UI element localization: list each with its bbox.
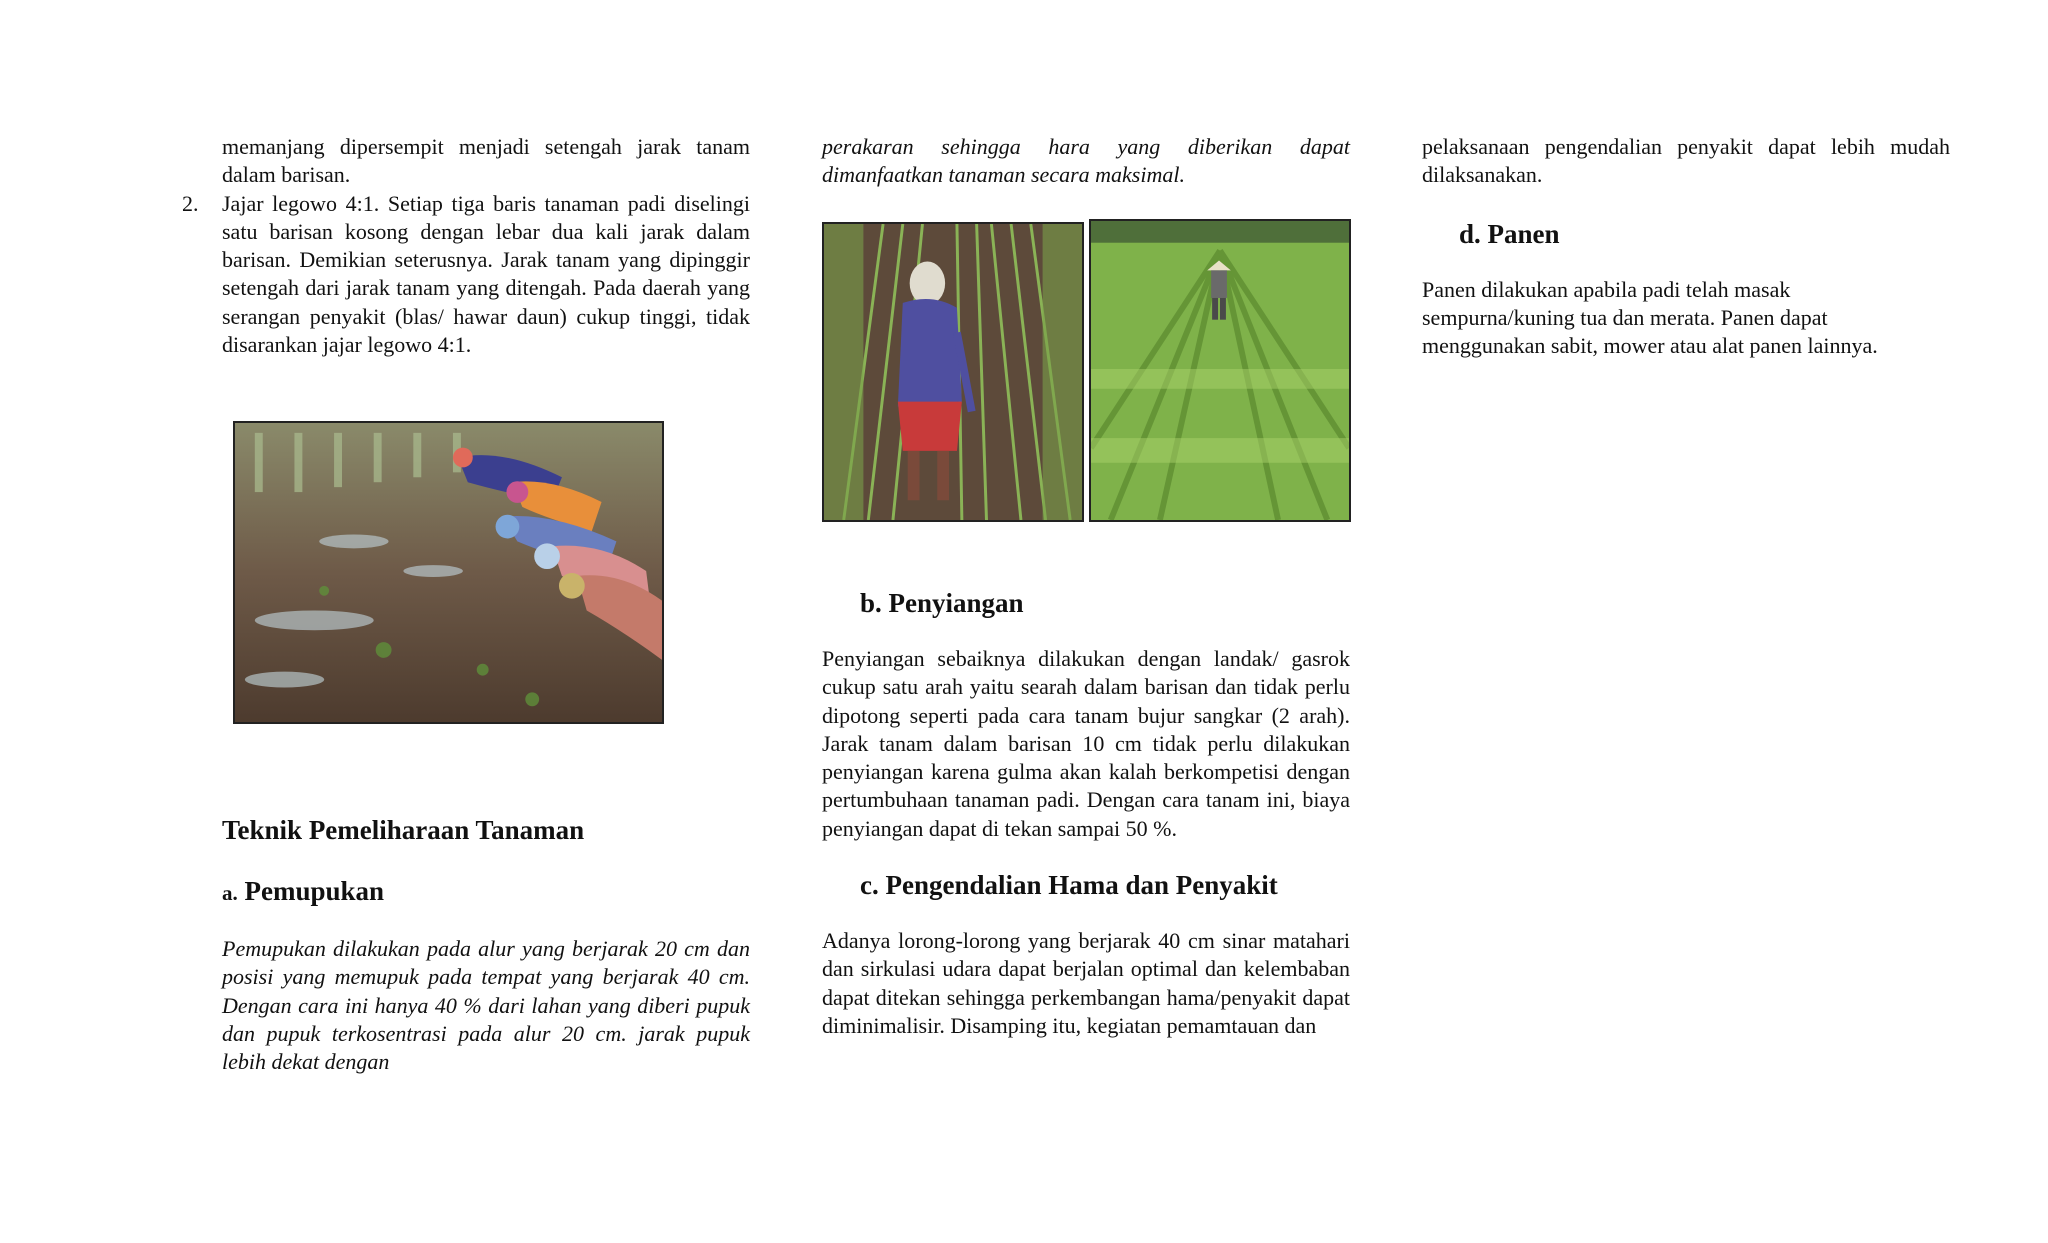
photo-transplanting-image — [235, 423, 662, 722]
subsection-c-title: c. Pengendalian Hama dan Penyakit — [860, 870, 1278, 901]
photo-weeding-woman-image — [824, 224, 1082, 520]
list-number: 2. — [182, 190, 199, 216]
photo-transplanting — [233, 421, 664, 724]
subsection-a-name: Pemupukan — [244, 876, 385, 906]
column-1 — [182, 133, 750, 359]
subsection-d-title: d. Panen — [1459, 218, 1560, 249]
subsection-b-title: b. Penyiangan — [860, 588, 1024, 618]
col2-continuation: perakaran sehingga hara yang diberikan dapat dimanfaatkan tanaman secara maksimal. — [822, 134, 1350, 188]
subsection-a-text: Pemupukan dilakukan pada alur yang berjarak 20 cm dan posisi yang memupuk pada tempat yang berjarak 40 cm. Dengan cara ini hanya 40 % dari lahan yang diberi pupuk dan pupuk terkosentrasi pada alur 20 cm. jarak pupuk lebih dekat dengan — [222, 936, 750, 1075]
subsection-c-text: Adanya lorong-lorong yang berjarak 40 cm sinar matahari dan sirkulasi udara dapat berjalan optimal dan kelembaban dapat ditekan sehingga perkembangan hama/penyakit dapat diminimalisir. Disamping itu, kegiatan pemamtauan dan — [822, 928, 1350, 1038]
col3-continuation: pelaksanaan pengendalian penyakit dapat lebih mudah dilaksanakan. — [1422, 134, 1950, 188]
list-item-2 — [182, 190, 750, 360]
photo-weeding-woman — [822, 222, 1084, 522]
col1-continuation: memanjang dipersempit menjadi setengah jarak tanam dalam barisan. — [222, 134, 750, 188]
column-1-lower — [222, 814, 750, 1076]
subsection-a-letter: a. — [222, 881, 238, 905]
subsection-a-title — [222, 875, 750, 909]
subsection-b-text: Penyiangan sebaiknya dilakukan dengan landak/ gasrok cukup satu arah yaitu searah dalam barisan dan tidak perlu dipotong seperti pada cara tanam bujur sangkar (2 arah). Jarak tanam dalam barisan 10 cm tidak perlu dilakukan penyiangan karena gulma akan kalah berkompetisi dengan pertumbuhaan tanaman padi. Dengan cara tanam ini, biaya penyiangan dapat di tekan sampai 50 %. — [822, 646, 1350, 841]
subsection-d-text: Panen dilakukan apabila padi telah masak sempurna/kuning tua dan merata. Panen dapat menggunakan sabit, mower atau alat panen lainnya. — [1422, 276, 1878, 359]
section-title: Teknik Pemeliharaan Tanaman — [222, 815, 585, 845]
photo-rice-rows — [1089, 219, 1351, 522]
list-item-2-text: Jajar legowo 4:1. Setiap tiga baris tanaman padi diselingi satu barisan kosong dengan lebar dua kali jarak dalam barisan. Demikian seterusnya. Jarak tanam yang dipinggir setengah dari jarak tanam yang ditengah. Pada daerah yang serangan penyakit (blas/ hawar daun) cukup tinggi, tidak disarankan jajar legowo 4:1. — [222, 190, 750, 358]
photo-rice-rows-image — [1091, 221, 1349, 520]
column-2-continuation — [822, 133, 1350, 190]
column-3 — [1422, 133, 1950, 360]
column-2-lower — [822, 587, 1350, 1040]
